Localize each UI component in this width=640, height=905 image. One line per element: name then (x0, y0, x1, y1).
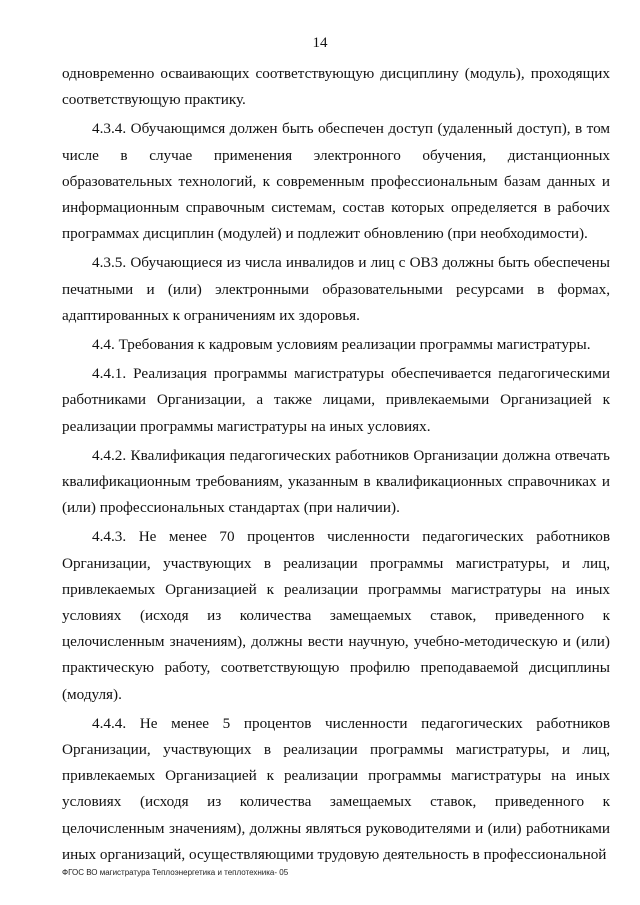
paragraph-4-4-4: 4.4.4. Не менее 5 процентов численности педагогических работников Организации, участвующих в реализации программы магистратуры, и лиц, привлекаемых Организацией к реализации программы магистратуры на иных условиях (исходя из количества замещаемых ставок, приведенного к целочисленным значениям), должны являться руководителями и (или) работниками иных организаций, осуществляющими трудовую деятельность в профессиональной (62, 714, 610, 863)
body-text (62, 61, 610, 871)
paragraph-4-4-1: 4.4.1. Реализация программы магистратуры обеспечивается педагогическими работниками Организации, а также лицами, привлекаемыми Организацией к реализации программы магистратуры на иных условиях. (62, 365, 610, 435)
paragraph-4-3-5: 4.3.5. Обучающиеся из числа инвалидов и лиц с ОВЗ должны быть обеспечены печатными и (или) электронными образовательными ресурсами в формах, адаптированных к ограничениям их здоровья. (62, 254, 610, 324)
paragraph-4-4: 4.4. Требования к кадровым условиям реализации программы магистратуры. (92, 336, 591, 354)
page-number: 14 (312, 35, 328, 51)
paragraph-continuation: одновременно осваивающих соответствующую дисциплину (модуль), проходящих соответствующую практику. (62, 65, 610, 109)
paragraph-4-4-3: 4.4.3. Не менее 70 процентов численности педагогических работников Организации, участвующих в реализации программы магистратуры, и лиц, привлекаемых Организацией к реализации программы магистратуры на иных условиях (исходя из количества замещаемых ставок, приведенного к целочисленным значениям), должны вести научную, учебно-методическую и (или) практическую работу, соответствующую профилю преподаваемой дисциплины (модуля). (62, 528, 610, 703)
paragraph-4-4-2: 4.4.2. Квалификация педагогических работников Организации должна отвечать квалификационным требованиям, указанным в квалификационных справочниках и (или) профессиональных стандартах (при наличии). (62, 446, 610, 517)
paragraph-4-3-4: 4.3.4. Обучающимся должен быть обеспечен доступ (удаленный доступ), в том числе в случае применения электронного обучения, дистанционных образовательных технологий, к современным профессиональным базам данных и информационным справочным системам, состав которых определяется в рабочих программах дисциплин (модулей) и подлежит обновлению (при необходимости). (62, 120, 610, 243)
page-footer: ФГОС ВО магистратура Теплоэнергетика и теплотехника- 05 (62, 868, 289, 877)
